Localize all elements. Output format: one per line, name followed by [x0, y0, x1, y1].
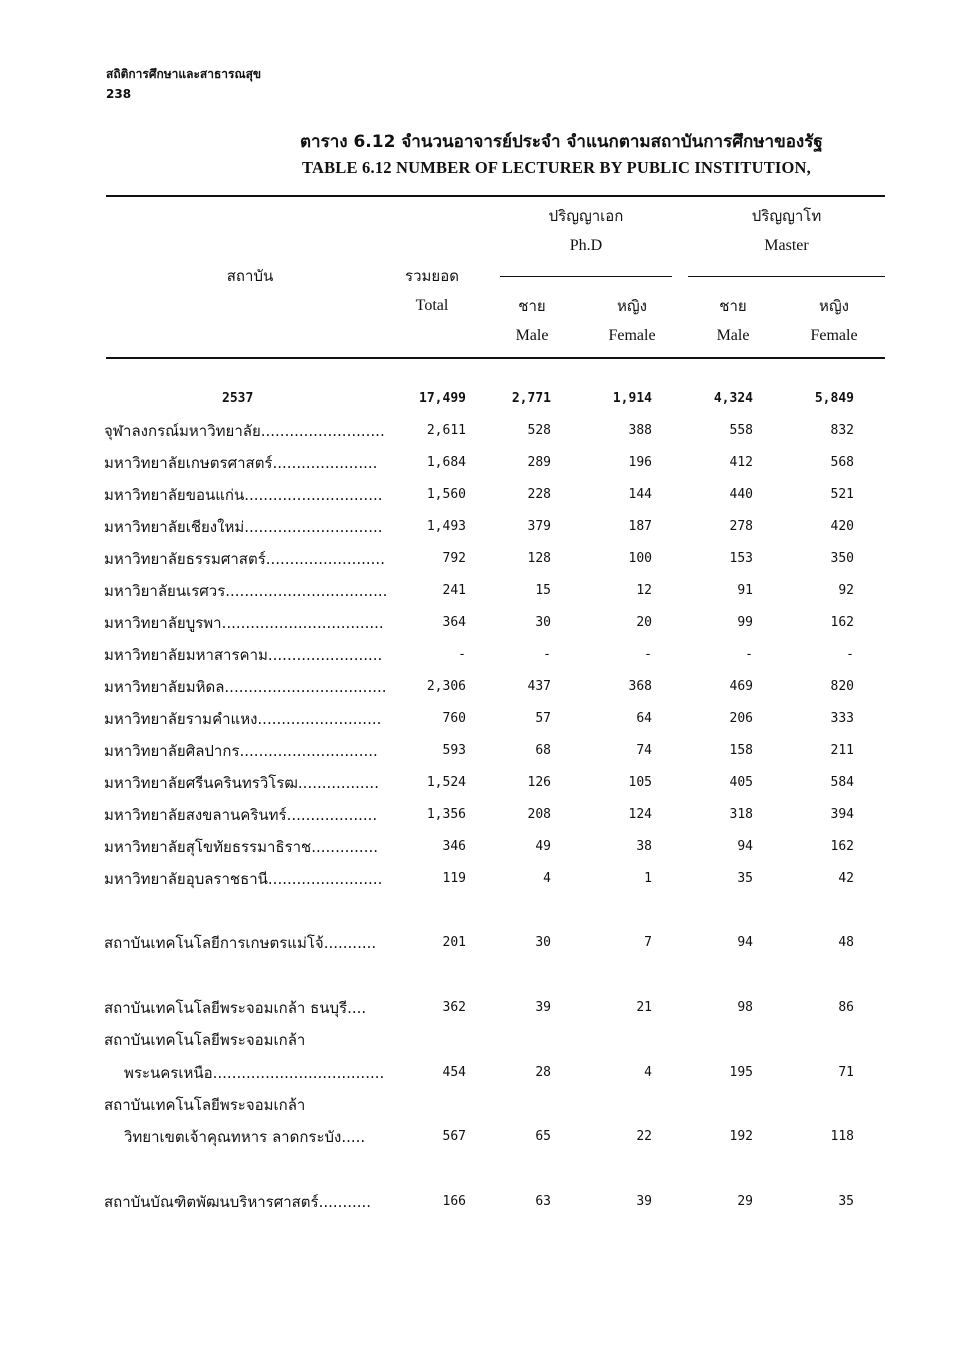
cell-master-male: 412 [729, 455, 753, 470]
cell-phd-female: 39 [636, 1194, 652, 1209]
cell-total: 119 [442, 871, 466, 886]
cell-total: 2,611 [426, 423, 466, 438]
cell-phd-female: 187 [628, 519, 652, 534]
cell-master-male: 195 [729, 1065, 753, 1080]
row-label: มหาวิทยาลัยสุโขทัยธรรมาธิราช.............. [104, 838, 378, 856]
row-label: วิทยาเขตเจ้าคุณทหาร ลาดกระบัง..... [124, 1128, 366, 1146]
header-master: ปริญญาโท Master [751, 207, 822, 254]
cell-master-female: 42 [838, 871, 854, 886]
cell-phd-male: 30 [535, 935, 551, 950]
row-label: มหาวิทยาลัยมหิดล.................................. [104, 678, 387, 696]
table-row [0, 418, 966, 444]
cell-master-male: 278 [729, 519, 753, 534]
cell-phd-female: 12 [636, 583, 652, 598]
cell-phd-male: 4 [543, 871, 551, 886]
table-row-label [0, 1092, 966, 1118]
table-row [0, 482, 966, 508]
table-row [0, 738, 966, 764]
cell-master-female: 118 [830, 1129, 854, 1144]
header-master-female: หญิง Female [810, 297, 858, 344]
cell-total: 792 [442, 551, 466, 566]
cell-phd-female: 1 [644, 871, 652, 886]
table-title-thai: ตาราง 6.12 จำนวนอาจารย์ประจำ จำแนกตามสถาบันการศึกษาของรัฐ [300, 132, 823, 152]
cell-master-male: 91 [737, 583, 753, 598]
cell-phd-male: 528 [527, 423, 551, 438]
cell-master-female: 5,849 [814, 391, 854, 406]
table-row [0, 802, 966, 828]
cell-phd-male: 49 [535, 839, 551, 854]
cell-master-male: 440 [729, 487, 753, 502]
cell-master-female: 162 [830, 615, 854, 630]
header-phd-female: หญิง Female [608, 297, 656, 344]
cell-phd-male: 15 [535, 583, 551, 598]
table-row [0, 450, 966, 476]
cell-phd-female: 20 [636, 615, 652, 630]
cell-phd-male: 126 [527, 775, 551, 790]
cell-total: 567 [442, 1129, 466, 1144]
header-bottom-rule [106, 357, 885, 359]
cell-phd-male: 289 [527, 455, 551, 470]
cell-phd-male: 68 [535, 743, 551, 758]
row-label: สถาบันเทคโนโลยีพระจอมเกล้า [104, 1096, 306, 1114]
header-total: รวมยอด Total [405, 267, 459, 314]
cell-master-male: 99 [737, 615, 753, 630]
header-phd-male: ชาย Male [515, 297, 549, 344]
cell-total: 1,493 [426, 519, 466, 534]
table-row [0, 674, 966, 700]
cell-phd-female: 100 [628, 551, 652, 566]
table-row [0, 866, 966, 892]
cell-phd-female: 4 [644, 1065, 652, 1080]
cell-phd-male: 379 [527, 519, 551, 534]
cell-total: 1,356 [426, 807, 466, 822]
table-row [0, 995, 966, 1021]
cell-total: 166 [442, 1194, 466, 1209]
cell-master-male: 405 [729, 775, 753, 790]
cell-master-male: 558 [729, 423, 753, 438]
cell-phd-female: 1,914 [612, 391, 652, 406]
row-label: มหาวิทยาลัยมหาสารคาม........................ [104, 646, 383, 664]
running-head [106, 64, 261, 104]
cell-master-female: 420 [830, 519, 854, 534]
cell-master-male: 153 [729, 551, 753, 566]
table-row [0, 834, 966, 860]
cell-phd-female: 144 [628, 487, 652, 502]
cell-master-female: 350 [830, 551, 854, 566]
table-row [0, 514, 966, 540]
table-row-label [0, 1027, 966, 1053]
cell-phd-female: 196 [628, 455, 652, 470]
cell-total: 241 [442, 583, 466, 598]
table-row [0, 1124, 966, 1150]
cell-master-male: 29 [737, 1194, 753, 1209]
cell-master-male: 94 [737, 935, 753, 950]
cell-master-male: - [745, 647, 753, 662]
cell-total: 1,684 [426, 455, 466, 470]
table-row [0, 1060, 966, 1086]
cell-total: 362 [442, 1000, 466, 1015]
cell-total: 593 [442, 743, 466, 758]
cell-total: 346 [442, 839, 466, 854]
table-row [0, 706, 966, 732]
row-label: สถาบันเทคโนโลยีการเกษตรแม่โจ้........... [104, 934, 377, 952]
cell-master-female: 820 [830, 679, 854, 694]
cell-phd-female: 22 [636, 1129, 652, 1144]
cell-master-male: 35 [737, 871, 753, 886]
cell-phd-male: 63 [535, 1194, 551, 1209]
cell-phd-male: - [543, 647, 551, 662]
cell-master-female: 211 [830, 743, 854, 758]
cell-phd-female: 21 [636, 1000, 652, 1015]
cell-phd-male: 228 [527, 487, 551, 502]
cell-phd-male: 57 [535, 711, 551, 726]
phd-group-rule [500, 276, 672, 277]
cell-master-female: 568 [830, 455, 854, 470]
row-label: มหาวิทยาลัยเชียงใหม่............................. [104, 518, 383, 536]
cell-master-female: 48 [838, 935, 854, 950]
table-row [0, 770, 966, 796]
table-top-rule [106, 195, 885, 197]
cell-total: 364 [442, 615, 466, 630]
cell-master-female: 71 [838, 1065, 854, 1080]
cell-master-female: 394 [830, 807, 854, 822]
cell-master-male: 318 [729, 807, 753, 822]
row-label: พระนครเหนือ.................................... [124, 1064, 385, 1082]
row-label: มหาวิทยาลัยศิลปากร............................. [104, 742, 378, 760]
cell-phd-female: - [644, 647, 652, 662]
row-label: สถาบันบัณฑิตพัฒนบริหารศาสตร์........... [104, 1193, 372, 1211]
row-label: มหาวิทยาลัยธรรมศาสตร์......................... [104, 550, 385, 568]
cell-total: 2,306 [426, 679, 466, 694]
row-label: มหาวิทยาลัยอุบลราชธานี........................ [104, 870, 383, 888]
row-label: สถาบันเทคโนโลยีพระจอมเกล้า ธนบุรี.... [104, 999, 367, 1017]
table-row [0, 642, 966, 668]
cell-phd-male: 65 [535, 1129, 551, 1144]
row-label: จุฬาลงกรณ์มหาวิทยาลัย.......................... [104, 422, 385, 440]
cell-master-female: 162 [830, 839, 854, 854]
table-row [0, 610, 966, 636]
row-label: 2537 [222, 391, 254, 406]
cell-phd-female: 64 [636, 711, 652, 726]
page-number: 238 [106, 87, 132, 101]
cell-phd-female: 38 [636, 839, 652, 854]
cell-master-male: 4,324 [713, 391, 753, 406]
cell-phd-female: 388 [628, 423, 652, 438]
cell-master-female: 584 [830, 775, 854, 790]
cell-master-male: 469 [729, 679, 753, 694]
row-label: มหาวิทยาลัยรามคำแหง.......................... [104, 710, 382, 728]
row-label: มหาวิทยาลัยศรีนครินทรวิโรฒ................. [104, 774, 379, 792]
cell-total: 201 [442, 935, 466, 950]
cell-master-male: 98 [737, 1000, 753, 1015]
cell-phd-male: 128 [527, 551, 551, 566]
table-row [0, 1189, 966, 1215]
cell-master-female: 333 [830, 711, 854, 726]
cell-total: - [458, 647, 466, 662]
table-row-total [0, 386, 966, 412]
cell-master-female: - [846, 647, 854, 662]
cell-master-female: 86 [838, 1000, 854, 1015]
cell-phd-female: 105 [628, 775, 652, 790]
cell-master-female: 832 [830, 423, 854, 438]
cell-phd-male: 208 [527, 807, 551, 822]
cell-total: 17,499 [419, 391, 466, 406]
cell-master-female: 92 [838, 583, 854, 598]
header-institution: สถาบัน [226, 267, 274, 285]
table-row [0, 578, 966, 604]
cell-master-female: 521 [830, 487, 854, 502]
row-label: มหาวิทยาลัยสงขลานครินทร์................... [104, 806, 378, 824]
row-label: มหาวิยาลัยนเรศวร.................................. [104, 582, 388, 600]
cell-phd-female: 74 [636, 743, 652, 758]
cell-master-male: 192 [729, 1129, 753, 1144]
cell-total: 1,524 [426, 775, 466, 790]
cell-phd-female: 368 [628, 679, 652, 694]
cell-master-male: 158 [729, 743, 753, 758]
running-head-title: สถิติการศึกษาและสาธารณสุข [106, 67, 262, 81]
row-label: มหาวิทยาลัยเกษตรศาสตร์...................... [104, 454, 378, 472]
cell-master-male: 206 [729, 711, 753, 726]
header-master-male: ชาย Male [716, 297, 750, 344]
cell-total: 1,560 [426, 487, 466, 502]
table-row [0, 546, 966, 572]
row-label: มหาวิทยาลัยขอนแก่น............................. [104, 486, 383, 504]
cell-phd-male: 39 [535, 1000, 551, 1015]
cell-master-male: 94 [737, 839, 753, 854]
cell-master-female: 35 [838, 1194, 854, 1209]
row-label: สถาบันเทคโนโลยีพระจอมเกล้า [104, 1031, 306, 1049]
table-row [0, 930, 966, 956]
cell-phd-female: 124 [628, 807, 652, 822]
row-label: มหาวิทยาลัยบูรพา.................................. [104, 614, 384, 632]
table-title-english: TABLE 6.12 NUMBER OF LECTURER BY PUBLIC INSTITUTION, [302, 158, 811, 177]
cell-phd-male: 2,771 [511, 391, 551, 406]
cell-total: 454 [442, 1065, 466, 1080]
header-phd: ปริญญาเอก Ph.D [548, 207, 624, 254]
master-group-rule [688, 276, 885, 277]
cell-total: 760 [442, 711, 466, 726]
cell-phd-male: 437 [527, 679, 551, 694]
cell-phd-male: 30 [535, 615, 551, 630]
cell-phd-female: 7 [644, 935, 652, 950]
cell-phd-male: 28 [535, 1065, 551, 1080]
